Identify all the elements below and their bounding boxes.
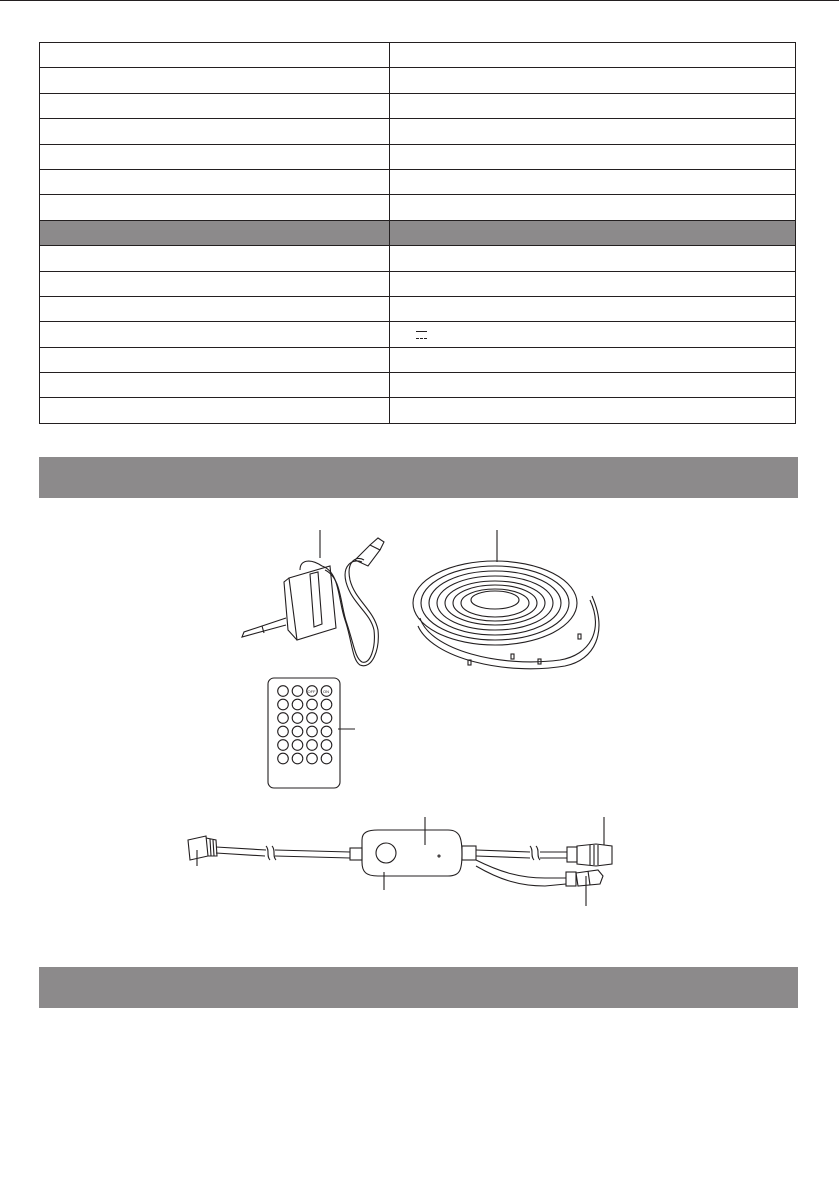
remote-control-illustration — [268, 678, 355, 788]
remote-button-icon — [278, 740, 289, 751]
spec-label-cell — [40, 195, 390, 220]
remote-button-icon — [278, 713, 289, 724]
spec-value-cell — [390, 398, 796, 423]
spec-label-cell — [40, 398, 390, 423]
specification-table — [39, 42, 796, 424]
spec-row — [40, 271, 796, 296]
package-contents-illustration — [0, 500, 839, 960]
remote-button-icon — [292, 713, 303, 724]
spec-label-cell — [40, 373, 390, 398]
spec-row — [40, 398, 796, 423]
spec-label-cell — [40, 296, 390, 321]
remote-button-icon — [292, 686, 303, 697]
package-contents-section-header — [39, 457, 798, 498]
spec-label-cell — [40, 347, 390, 372]
spec-row — [40, 373, 796, 398]
spec-row — [40, 347, 796, 372]
remote-button-icon — [278, 699, 289, 710]
spec-value-cell — [390, 373, 796, 398]
spec-value-cell — [390, 220, 796, 245]
spec-value-cell — [390, 43, 796, 68]
remote-button-icon — [307, 713, 318, 724]
led-strip-reel-illustration — [413, 530, 599, 669]
spec-value-cell — [390, 119, 796, 144]
dc-current-icon — [416, 331, 427, 339]
spec-row — [40, 119, 796, 144]
spec-value-cell — [390, 296, 796, 321]
remote-off-label: OFF — [307, 689, 316, 694]
spec-value-cell — [390, 144, 796, 169]
remote-on-label: ON — [323, 689, 329, 694]
spec-row — [40, 322, 796, 347]
spec-row — [40, 93, 796, 118]
remote-button-icon — [292, 740, 303, 751]
page-top-edge — [0, 0, 839, 10]
remote-button-icon — [321, 740, 332, 751]
spec-label-cell — [40, 322, 390, 347]
spec-row — [40, 195, 796, 220]
spec-section-row — [40, 220, 796, 245]
spec-value-cell — [390, 271, 796, 296]
spec-value-cell — [390, 246, 796, 271]
spec-value-cell — [390, 68, 796, 93]
remote-button-icon — [278, 686, 289, 697]
remote-button-icon — [307, 699, 318, 710]
remote-button-icon — [292, 753, 303, 764]
spec-value-cell — [390, 347, 796, 372]
spec-label-cell — [40, 68, 390, 93]
spec-label-cell — [40, 246, 390, 271]
remote-button-icon — [321, 753, 332, 764]
spec-label-cell — [40, 144, 390, 169]
remote-button-icon — [321, 726, 332, 737]
spec-row — [40, 169, 796, 194]
next-section-header — [39, 967, 798, 1008]
spec-value-cell — [390, 322, 796, 347]
power-adapter-illustration — [242, 530, 384, 666]
spec-label-cell — [40, 43, 390, 68]
controller-cable-illustration — [188, 817, 612, 906]
spec-row — [40, 246, 796, 271]
spec-label-cell — [40, 119, 390, 144]
spec-label-cell — [40, 169, 390, 194]
spec-value-cell — [390, 195, 796, 220]
remote-button-icon — [307, 753, 318, 764]
spec-value-cell — [390, 93, 796, 118]
remote-button-icon — [307, 726, 318, 737]
spec-label-cell — [40, 93, 390, 118]
spec-value-cell — [390, 169, 796, 194]
remote-button-icon — [278, 726, 289, 737]
spec-label-cell — [40, 271, 390, 296]
remote-button-icon — [292, 726, 303, 737]
remote-button-icon — [307, 740, 318, 751]
spec-row — [40, 43, 796, 68]
remote-button-icon — [278, 753, 289, 764]
spec-row — [40, 296, 796, 321]
spec-label-cell — [40, 220, 390, 245]
remote-button-icon — [321, 699, 332, 710]
remote-button-icon — [292, 699, 303, 710]
spec-row — [40, 144, 796, 169]
spec-row — [40, 68, 796, 93]
remote-button-icon — [321, 713, 332, 724]
